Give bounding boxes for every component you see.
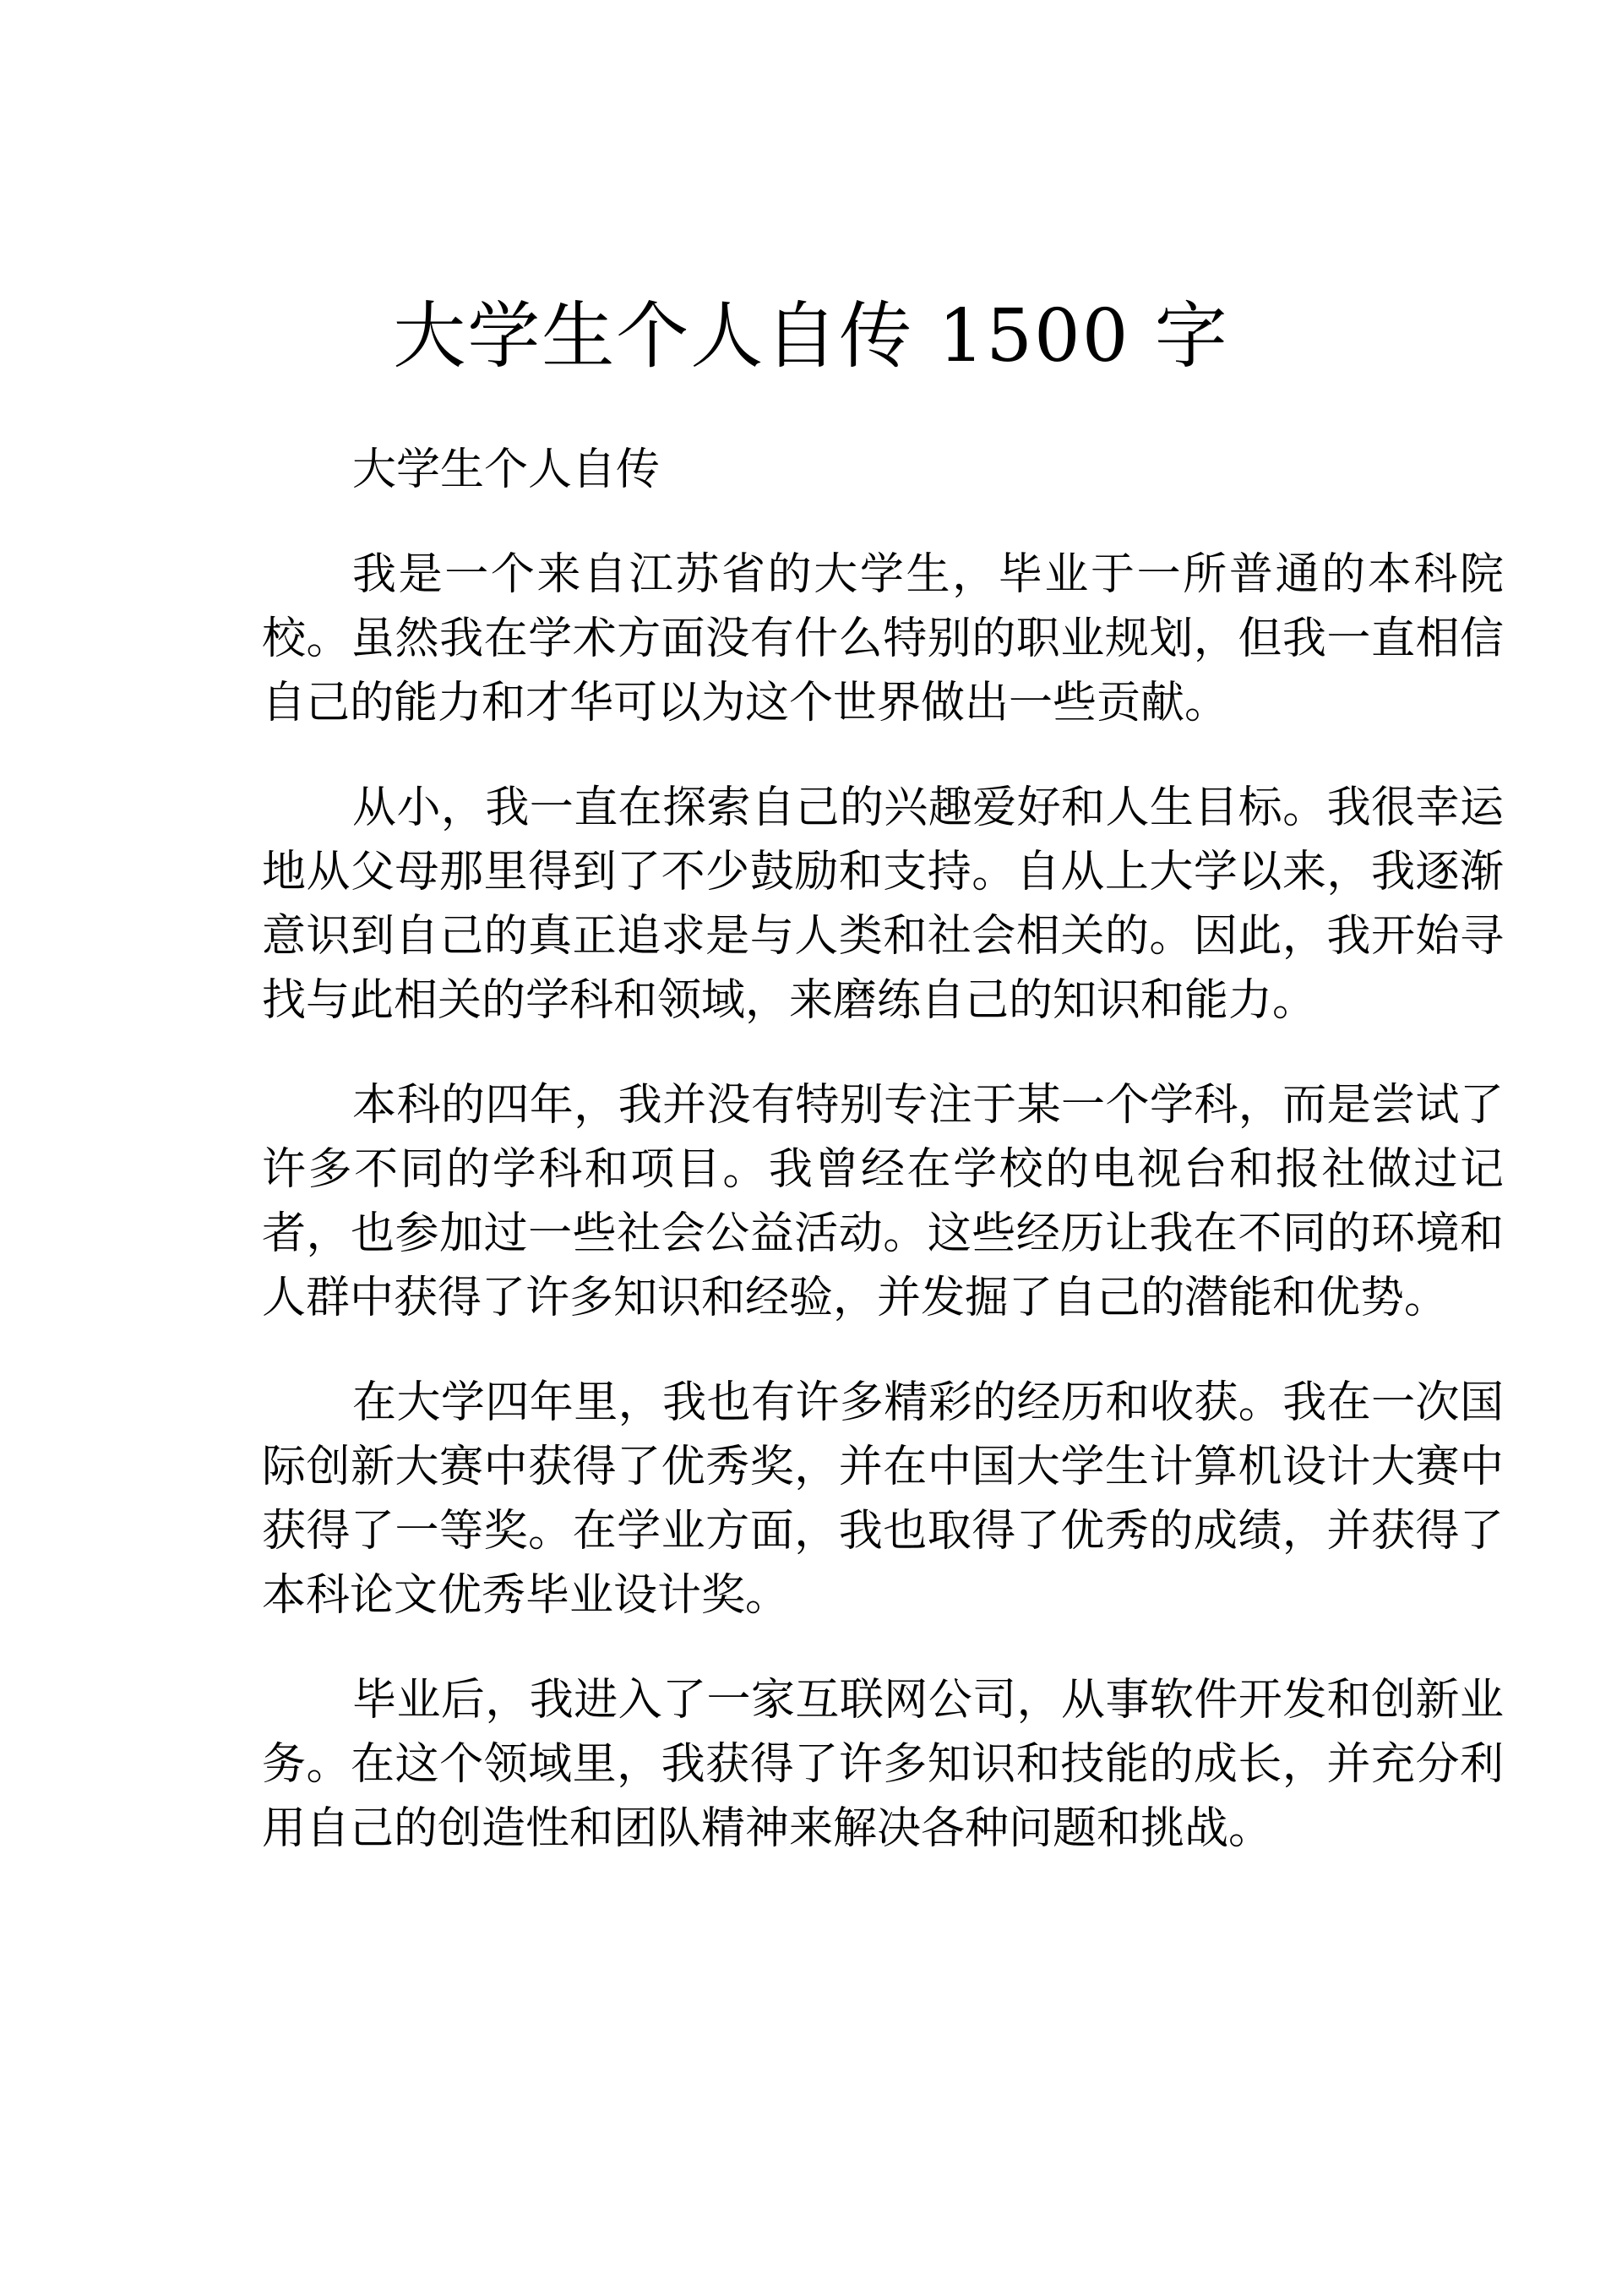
paragraph-2: 从小，我一直在探索自己的兴趣爱好和人生目标。我很幸运地从父母那里得到了不少鼓励和支持。自从上大学以来，我逐渐意识到自己的真正追求是与人类和社会相关的。因此，我开始寻找与此相关的学科和领域，来磨练自己的知识和能力。 xyxy=(262,783,1504,1026)
paragraph-1: 我是一个来自江苏省的大学生，毕业于一所普通的本科院校。虽然我在学术方面没有什么特别的职业规划，但我一直相信自己的能力和才华可以为这个世界做出一些贡献。 xyxy=(262,549,1504,728)
paragraph-5: 毕业后，我进入了一家互联网公司，从事软件开发和创新业务。在这个领域里，我获得了许多知识和技能的成长，并充分利用自己的创造性和团队精神来解决各种问题和挑战。 xyxy=(262,1675,1504,1854)
document-body xyxy=(262,438,1504,1901)
document-title: 大学生个人自传 1500 字 xyxy=(393,294,1229,379)
paragraph-3: 本科的四年，我并没有特别专注于某一个学科，而是尝试了许多不同的学科和项目。我曾经在学校的电视台和报社做过记者，也参加过一些社会公益活动。这些经历让我在不同的环境和人群中获得了许多知识和经验，并发掘了自己的潜能和优势。 xyxy=(262,1080,1504,1323)
paragraph-4: 在大学四年里，我也有许多精彩的经历和收获。我在一次国际创新大赛中获得了优秀奖，并在中国大学生计算机设计大赛中获得了一等奖。在学业方面，我也取得了优秀的成绩，并获得了本科论文优秀毕业设计奖。 xyxy=(262,1377,1504,1621)
document-subtitle: 大学生个人自传 xyxy=(352,444,661,495)
